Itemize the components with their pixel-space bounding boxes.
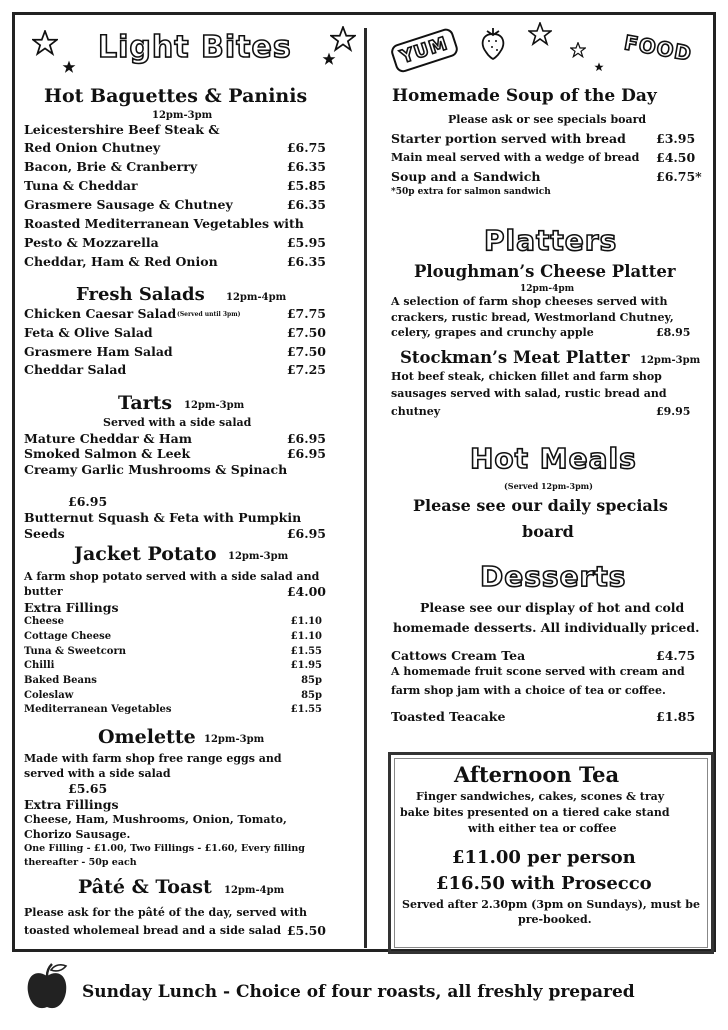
cream-tea-desc: farm shop jam with a choice of tea or coffee.: [391, 684, 666, 697]
extra-fillings-title: Extra Fillings: [24, 797, 119, 812]
desserts-heading: Desserts: [480, 560, 627, 593]
afternoon-tea-price: £11.00 per person: [452, 847, 636, 868]
jacket-desc: A farm shop potato served with a side salad and: [24, 570, 320, 583]
desserts-text: homemade desserts. All individually priced.: [393, 620, 700, 635]
filling-price: 85p: [301, 675, 322, 686]
ploughman-time: 12pm-4pm: [520, 284, 575, 294]
pate-desc: toasted wholemeal bread and a side salad: [24, 924, 282, 937]
menu-item: Feta & Olive Salad: [24, 325, 153, 340]
stockman-title: Stockman’s Meat Platter: [400, 348, 630, 367]
filling-price: £1.95: [290, 660, 322, 671]
afternoon-tea-title: Afternoon Tea: [454, 762, 620, 787]
menu-item: Butternut Squash & Feta with Pumpkin: [24, 510, 302, 525]
tarts-time: 12pm-3pm: [184, 400, 245, 411]
stockman-desc: sausages served with salad, rustic bread and: [391, 387, 667, 400]
column-divider: [364, 28, 367, 948]
stockman-desc: Hot beef steak, chicken fillet and farm shop: [391, 370, 662, 383]
soup-title: Homemade Soup of the Day: [392, 86, 657, 106]
menu-item: Starter portion served with bread: [391, 131, 626, 146]
menu-price: £4.50: [656, 150, 696, 165]
jacket-desc: butter: [24, 585, 63, 598]
menu-price: £6.95: [68, 494, 108, 509]
omelette-desc: Made with farm shop free range eggs and: [24, 752, 282, 765]
omelette-fillings: Cheese, Ham, Mushrooms, Onion, Tomato,: [24, 813, 287, 826]
light-bites-heading: Light Bites: [98, 30, 292, 65]
menu-price: £6.35: [286, 254, 326, 269]
star-icon: [528, 22, 552, 46]
star-icon: [322, 52, 336, 66]
baguettes-title: Hot Baguettes & Paninis: [44, 85, 308, 107]
star-icon: [62, 60, 76, 74]
ploughman-title: Ploughman’s Cheese Platter: [414, 262, 676, 281]
ploughman-desc: crackers, rustic bread, Westmorland Chutney,: [391, 311, 674, 324]
menu-price: £7.50: [286, 344, 326, 359]
menu-price: £5.95: [286, 235, 326, 250]
afternoon-tea-price: £16.50 with Prosecco: [436, 873, 652, 894]
afternoon-tea-desc: Finger sandwiches, cakes, scones & tray: [416, 790, 665, 803]
filling-price: £1.10: [290, 616, 322, 627]
hot-meals-text: Please see our daily specials: [413, 496, 668, 515]
salads-time: 12pm-4pm: [226, 292, 287, 303]
omelette-title: Omelette: [98, 726, 196, 748]
menu-item: Smoked Salmon & Leek: [24, 446, 191, 461]
stockman-desc: chutney: [391, 405, 441, 418]
jacket-title: Jacket Potato: [74, 543, 217, 565]
menu-price: £1.85: [656, 709, 696, 724]
filling-item: Mediterranean Vegetables: [24, 704, 172, 715]
pate-time: 12pm-4pm: [224, 885, 285, 896]
filling-item: Cottage Cheese: [24, 631, 112, 642]
menu-item: Toasted Teacake: [391, 709, 506, 724]
menu-price: £6.95: [286, 526, 326, 541]
soup-note: *50p extra for salmon sandwich: [391, 187, 551, 197]
soup-subtitle: Please ask or see specials board: [448, 113, 647, 126]
menu-item: Chicken Caesar Salad: [24, 306, 177, 321]
tarts-title: Tarts: [118, 392, 173, 414]
apple-icon: [24, 962, 70, 1012]
strawberry-icon: [478, 26, 508, 60]
menu-price: £7.50: [286, 325, 326, 340]
stockman-price: £9.95: [656, 405, 691, 418]
menu-item: Soup and a Sandwich: [391, 169, 541, 184]
star-icon: [594, 62, 604, 72]
menu-item: Creamy Garlic Mushrooms & Spinach: [24, 462, 288, 477]
filling-item: Cheese: [24, 616, 64, 627]
filling-item: Coleslaw: [24, 690, 74, 701]
jacket-time: 12pm-3pm: [228, 551, 289, 562]
menu-item: Cattows Cream Tea: [391, 648, 526, 663]
filling-price: 85p: [301, 690, 322, 701]
menu-price: £6.35: [286, 197, 326, 212]
pate-price: £5.50: [286, 923, 326, 938]
star-icon: [570, 42, 586, 58]
menu-item-note: (Served until 3pm): [177, 311, 241, 318]
cream-tea-desc: A homemade fruit scone served with cream and: [391, 665, 685, 678]
menu-price: £6.35: [286, 159, 326, 174]
hot-meals-heading: Hot Meals: [470, 442, 637, 475]
menu-item: Grasmere Ham Salad: [24, 344, 173, 359]
omelette-desc: served with a side salad: [24, 767, 171, 780]
menu-price: £6.75: [286, 140, 326, 155]
menu-item: Red Onion Chutney: [24, 140, 161, 155]
extra-fillings-title: Extra Fillings: [24, 600, 119, 615]
omelette-pricing: thereafter - 50p each: [24, 857, 137, 868]
menu-price: £6.95: [286, 431, 326, 446]
ploughman-desc: A selection of farm shop cheeses served with: [391, 295, 668, 308]
pate-desc: Please ask for the pâté of the day, served with: [24, 906, 307, 919]
star-icon: [330, 26, 356, 52]
omelette-time: 12pm-3pm: [204, 734, 265, 745]
food-badge: FOOD: [622, 30, 694, 66]
yum-badge: YUM: [389, 27, 459, 75]
menu-item: Leicestershire Beef Steak &: [24, 122, 220, 137]
omelette-pricing: One Filling - £1.00, Two Fillings - £1.60, Every filling: [24, 843, 305, 854]
ploughman-price: £8.95: [656, 326, 691, 339]
menu-item: Tuna & Cheddar: [24, 178, 138, 193]
menu-item: Roasted Mediterranean Vegetables with: [24, 216, 304, 231]
menu-item: Bacon, Brie & Cranberry: [24, 159, 198, 174]
menu-item: Main meal served with a wedge of bread: [391, 151, 640, 164]
afternoon-tea-desc: with either tea or coffee: [468, 822, 617, 835]
menu-item: Pesto & Mozzarella: [24, 235, 159, 250]
menu-item: Cheddar Salad: [24, 362, 127, 377]
stockman-time: 12pm-3pm: [640, 355, 701, 366]
omelette-fillings: Chorizo Sausage.: [24, 828, 131, 841]
filling-item: Baked Beans: [24, 675, 97, 686]
omelette-price: £5.65: [68, 781, 108, 796]
desserts-text: Please see our display of hot and cold: [420, 600, 685, 615]
menu-price: £7.75: [286, 306, 326, 321]
afternoon-tea-note: Served after 2.30pm (3pm on Sundays), must be: [402, 898, 700, 911]
filling-price: £1.55: [290, 704, 322, 715]
menu-item: Mature Cheddar & Ham: [24, 431, 192, 446]
menu-price: £3.95: [656, 131, 696, 146]
menu-price: £4.75: [656, 648, 696, 663]
filling-item: Chilli: [24, 660, 55, 671]
sunday-lunch-text: Sunday Lunch - Choice of four roasts, all freshly prepared: [82, 982, 635, 1002]
menu-item: Seeds: [24, 526, 65, 541]
menu-price: £7.25: [286, 362, 326, 377]
filling-price: £1.55: [290, 646, 322, 657]
filling-price: £1.10: [290, 631, 322, 642]
baguettes-time: 12pm-3pm: [152, 110, 213, 121]
tarts-subtitle: Served with a side salad: [103, 416, 252, 429]
menu-item: Cheddar, Ham & Red Onion: [24, 254, 218, 269]
platters-heading: Platters: [484, 224, 618, 257]
afternoon-tea-note: pre-booked.: [518, 913, 592, 926]
menu-price: £5.85: [286, 178, 326, 193]
jacket-price: £4.00: [286, 584, 326, 599]
menu-price: £6.95: [286, 446, 326, 461]
menu-item: Grasmere Sausage & Chutney: [24, 197, 233, 212]
menu-price: £6.75*: [656, 169, 702, 184]
afternoon-tea-desc: bake bites presented on a tiered cake stand: [400, 806, 670, 819]
pate-title: Pâté & Toast: [78, 876, 212, 898]
ploughman-desc: celery, grapes and crunchy apple: [391, 326, 594, 339]
salads-title: Fresh Salads: [76, 284, 205, 305]
hot-meals-text: board: [522, 522, 574, 541]
star-icon: [32, 30, 58, 56]
hot-meals-time: (Served 12pm-3pm): [504, 481, 593, 491]
filling-item: Tuna & Sweetcorn: [24, 646, 127, 657]
